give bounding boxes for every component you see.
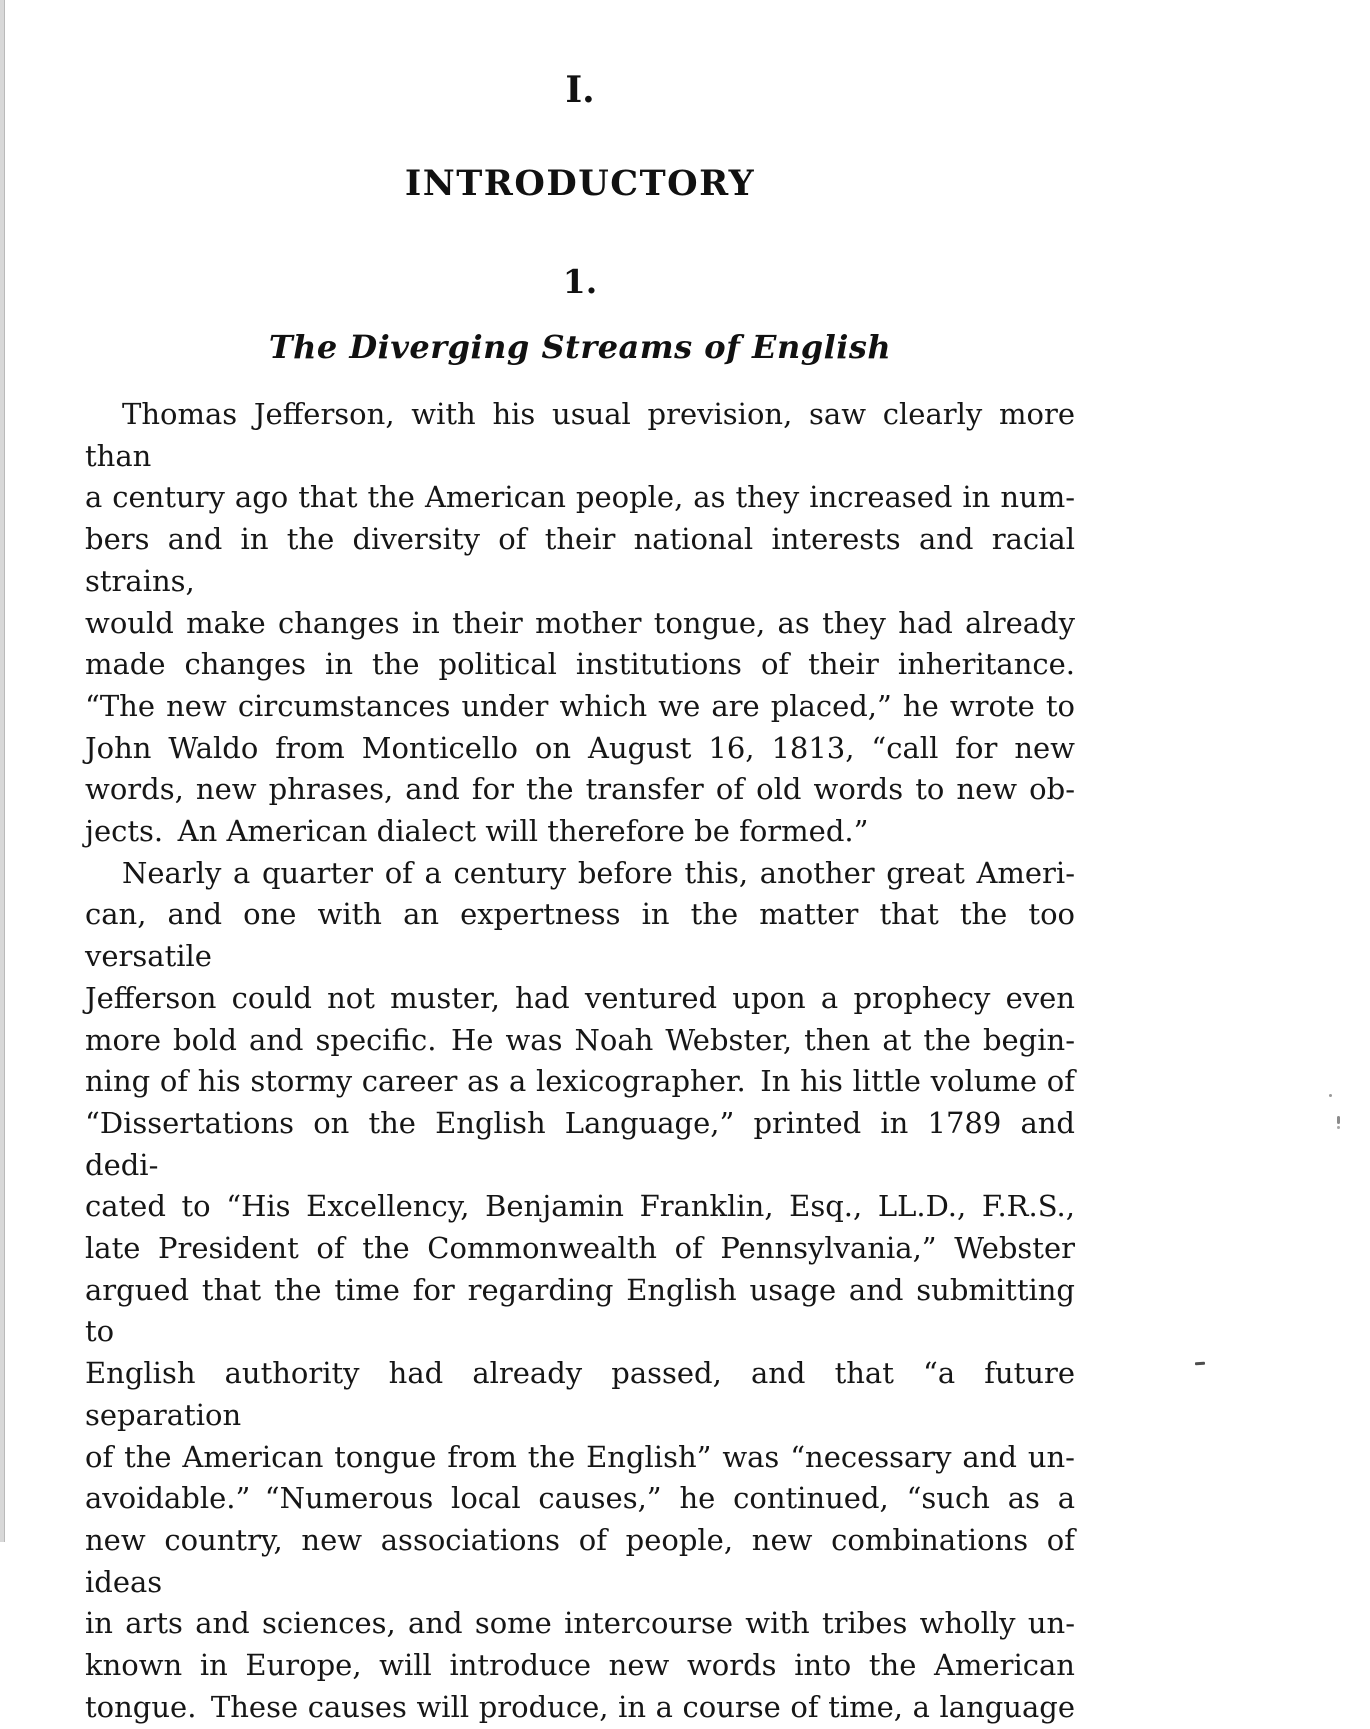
paragraph-2: [85, 853, 1075, 1729]
text-line: late President of the Commonwealth of Pennsylvania,” Webster: [85, 1231, 1075, 1266]
text-line: known in Europe, will introduce new words into the American: [85, 1648, 1075, 1683]
text-line: Thomas Jefferson, with his usual prevision, saw clearly more than: [85, 397, 1075, 473]
text-line: of the American tongue from the English” was “necessary and un-: [85, 1439, 1075, 1474]
scan-speck: [1337, 1126, 1340, 1129]
scan-speck: [1195, 1362, 1205, 1366]
text-line: can, and one with an expertness in the matter that the too versatile: [85, 897, 1075, 974]
chapter-title: INTRODUCTORY: [404, 163, 756, 204]
text-line: words, new phrases, and for the transfer of old words to new ob-: [85, 772, 1075, 807]
text-line: tongue. These causes will produce, in a course of time, a language: [85, 1689, 1075, 1724]
text-line: Jefferson could not muster, had ventured upon a prophecy even: [85, 980, 1075, 1015]
text-line: in arts and sciences, and some intercourse with tribes wholly un-: [85, 1606, 1075, 1641]
text-line: ning of his stormy career as a lexicographer. In his little volume of: [85, 1064, 1075, 1099]
text-line: made changes in the political institutions of their inheritance.: [85, 647, 1075, 682]
chapter-number: I.: [565, 69, 595, 111]
text-line: John Waldo from Monticello on August 16, 1813, “call for new: [85, 730, 1075, 765]
paragraph-1: [85, 394, 1075, 853]
scan-speck: [1329, 1094, 1332, 1097]
text-line: new country, new associations of people, new combinations of ideas: [85, 1522, 1075, 1599]
text-line: “Dissertations on the English Language,” printed in 1789 and dedi-: [85, 1105, 1075, 1182]
text-line: cated to “His Excellency, Benjamin Franklin, Esq., LL.D., F.R.S.,: [85, 1189, 1075, 1224]
section-number: 1.: [562, 262, 598, 301]
text-line: jects. An American dialect will therefore be formed.”: [85, 814, 869, 849]
text-line: would make changes in their mother tongue, as they had already: [85, 605, 1075, 640]
text-line: argued that the time for regarding English usage and submitting to: [85, 1272, 1075, 1349]
text-line: “The new circumstances under which we are placed,” he wrote to: [85, 688, 1075, 723]
body-text: [85, 394, 1075, 1729]
text-line: a century ago that the American people, as they increased in num-: [85, 480, 1075, 515]
text-line: English authority had already passed, and that “a future separation: [85, 1356, 1075, 1432]
text-line: Nearly a quarter of a century before this, another great Ameri-: [122, 855, 1075, 890]
scan-edge-strip: [0, 0, 5, 1542]
scan-speck: [1337, 1116, 1340, 1124]
text-line: more bold and specific. He was Noah Webster, then at the begin-: [85, 1022, 1075, 1057]
text-line: avoidable.” “Numerous local causes,” he continued, “such as a: [85, 1481, 1075, 1516]
section-title: The Diverging Streams of English: [268, 328, 892, 366]
text-line: bers and in the diversity of their national interests and racial strains,: [85, 522, 1075, 598]
